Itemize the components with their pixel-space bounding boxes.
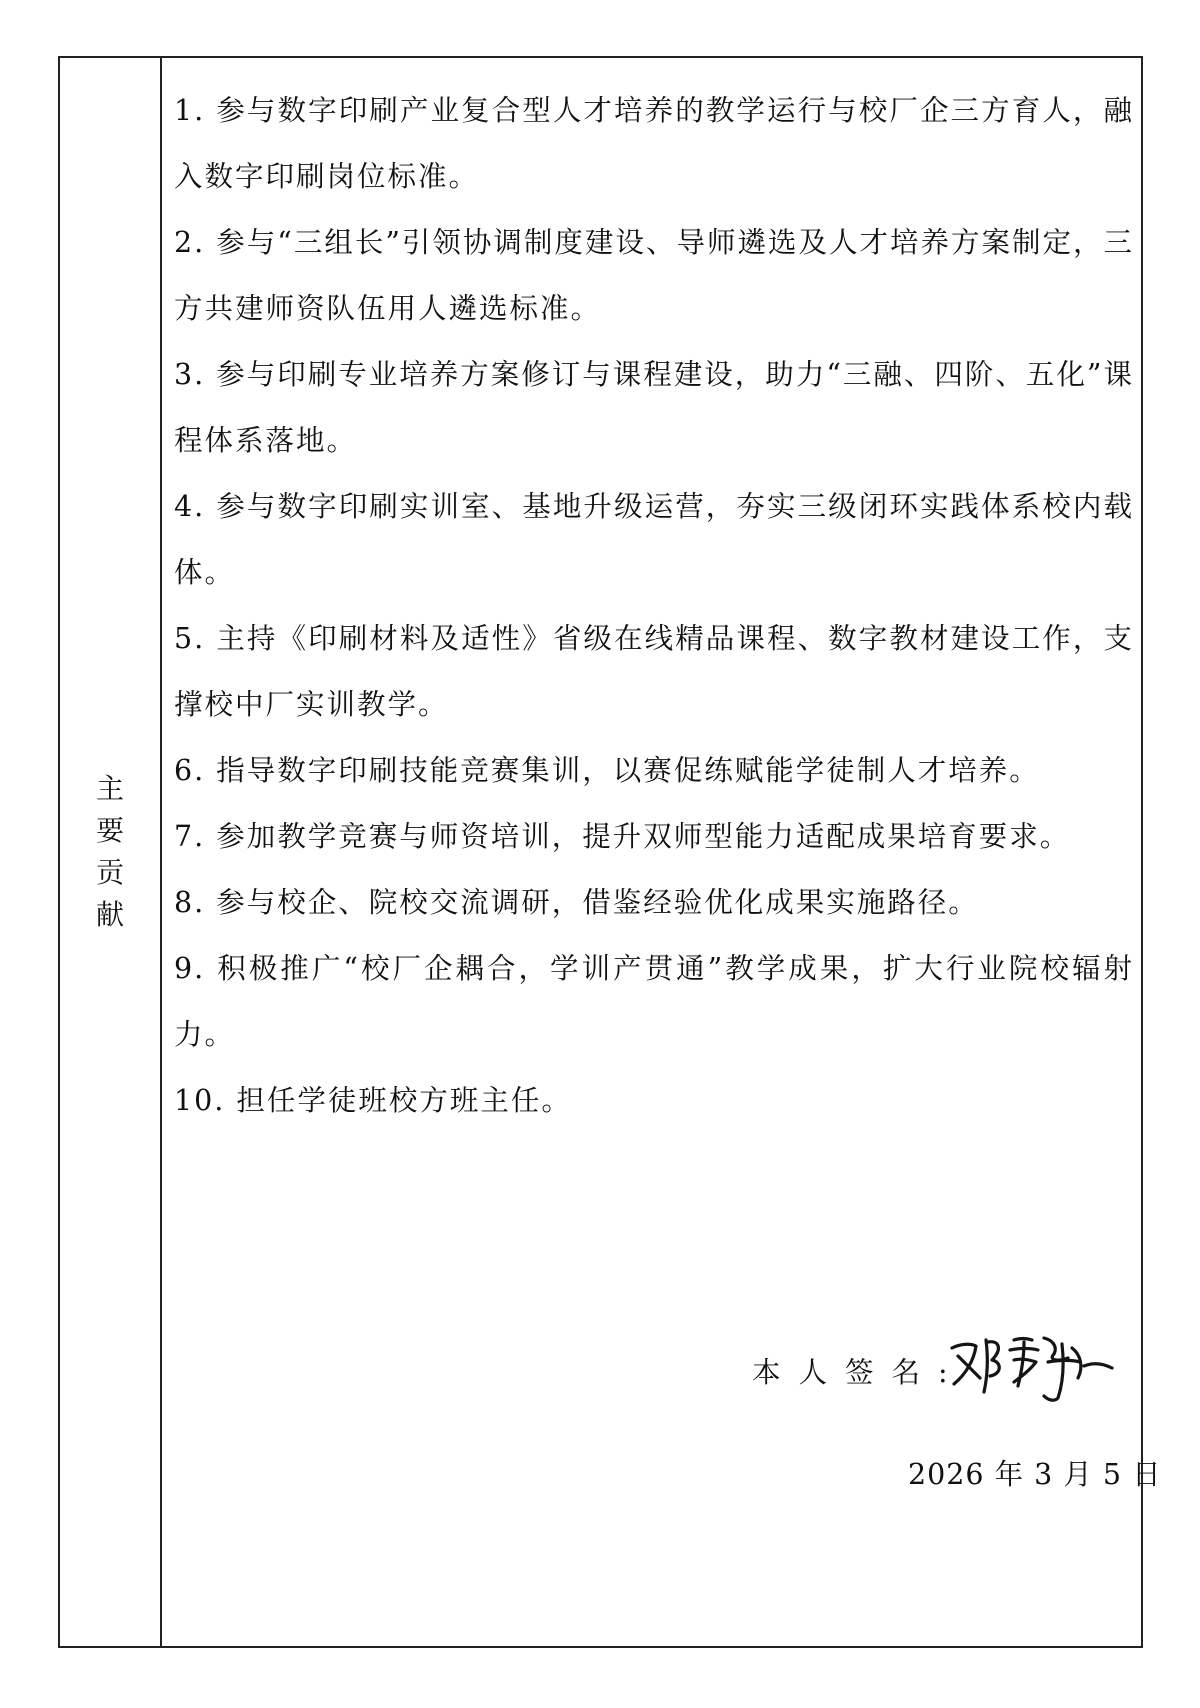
signature-label: 本人签名: [752,1356,966,1389]
signature-date: 2026 年 3 月 5 日 [908,1458,1162,1491]
signature-row [752,1326,1152,1406]
contribution-item: 9. 积极推广“校厂企耦合，学训产贯通”教学成果，扩大行业院校辐射力。 [174,952,1134,1051]
content-cell [162,58,1162,1646]
label-char: 主 [95,772,124,805]
contribution-item: 4. 参与数字印刷实训室、基地升级运营，夯实三级闭环实践体系校内载体。 [174,490,1134,589]
label-char: 献 [95,898,124,931]
contribution-item: 5. 主持《印刷材料及适性》省级在线精品课程、数字教材建设工作，支撑校中厂实训教学。 [174,622,1134,721]
contribution-list [174,78,1134,1134]
contribution-item: 10. 担任学徒班校方班主任。 [174,1084,572,1117]
handwritten-signature [944,1326,1134,1406]
label-char: 要 [95,814,124,847]
contribution-item: 3. 参与印刷专业培养方案修订与课程建设，助力“三融、四阶、五化”课程体系落地。 [174,358,1134,457]
label-main-contribution [60,768,160,936]
label-char: 贡 [95,856,124,889]
label-cell [60,58,162,1646]
contribution-item: 1. 参与数字印刷产业复合型人才培养的教学运行与校厂企三方育人，融入数字印刷岗位标准。 [174,94,1134,193]
contribution-item: 7. 参加教学竞赛与师资培训，提升双师型能力适配成果培育要求。 [174,820,1071,853]
contribution-item: 2. 参与“三组长”引领协调制度建设、导师遴选及人才培养方案制定，三方共建师资队伍用人遴选标准。 [174,226,1134,325]
contribution-item: 6. 指导数字印刷技能竞赛集训，以赛促练赋能学徒制人才培养。 [174,754,1040,787]
contribution-item: 8. 参与校企、院校交流调研，借鉴经验优化成果实施路径。 [174,886,979,919]
contribution-form-table [58,56,1162,1648]
